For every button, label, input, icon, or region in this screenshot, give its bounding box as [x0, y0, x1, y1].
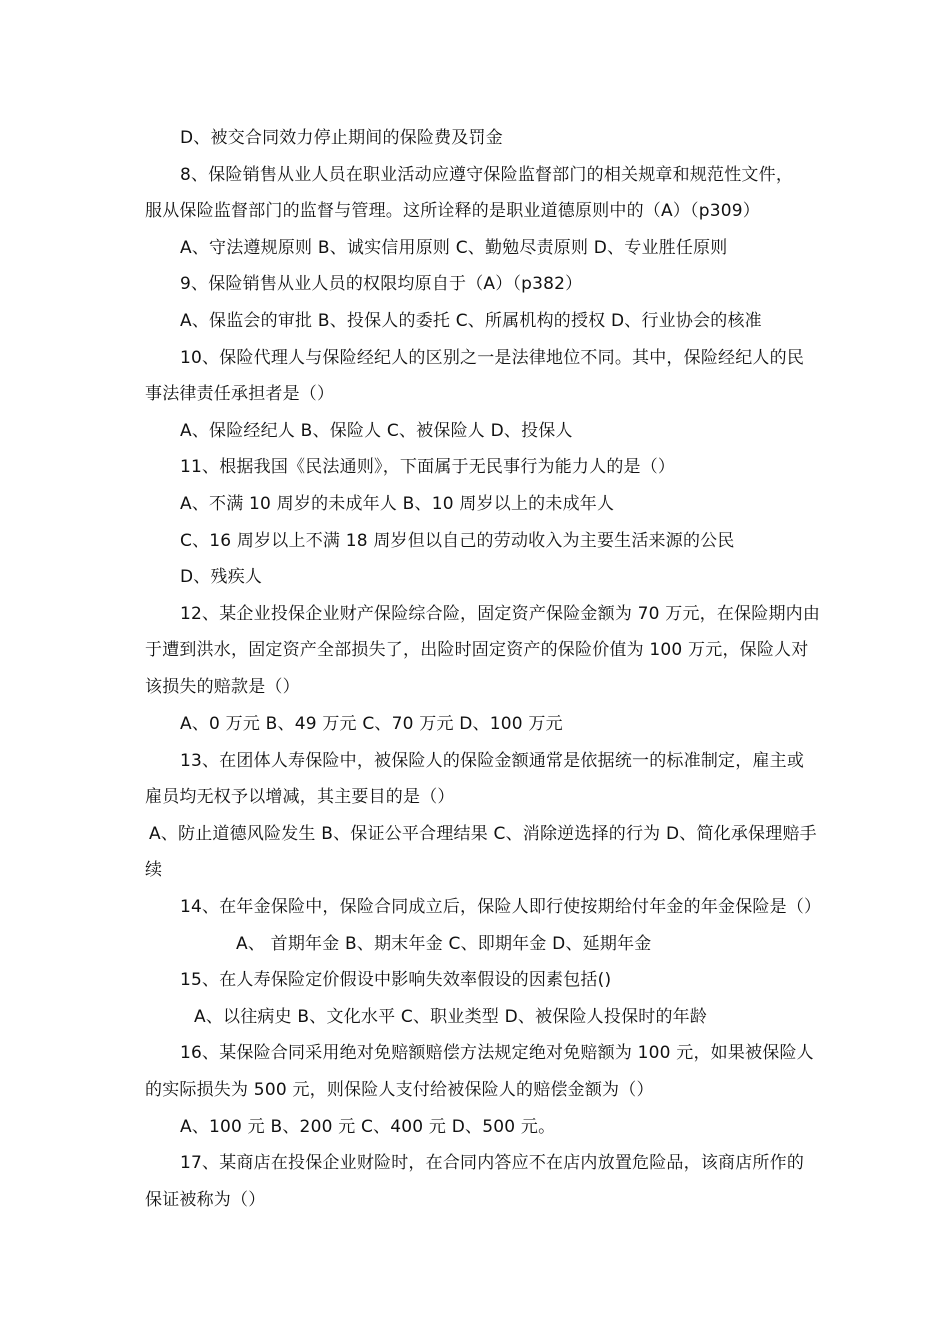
question-line: 服从保险监督部门的监督与管理。这所诠释的是职业道德原则中的（A）（p309）	[145, 201, 760, 221]
option-line: A、100 元 B、200 元 C、400 元 D、500 元。	[180, 1117, 556, 1137]
option-line: A、防止道德风险发生 B、保证公平合理结果 C、消除逆选择的行为 D、简化承保理赔手	[149, 824, 817, 844]
option-line: A、不满 10 周岁的未成年人 B、10 周岁以上的未成年人	[180, 494, 615, 514]
option-line: A、守法遵规原则 B、诚实信用原则 C、勤勉尽责原则 D、专业胜任原则	[180, 238, 728, 258]
question-line: 于遭到洪水，固定资产全部损失了，出险时固定资产的保险价值为 100 万元，保险人对	[145, 640, 809, 660]
option-line: A、0 万元 B、49 万元 C、70 万元 D、100 万元	[180, 714, 563, 734]
option-line: C、16 周岁以上不满 18 周岁但以自己的劳动收入为主要生活来源的公民	[180, 531, 735, 551]
option-line: D、残疾人	[180, 567, 263, 587]
question-line: 12、某企业投保企业财产保险综合险，固定资产保险金额为 70 万元，在保险期内由	[180, 604, 821, 624]
question-line: 8、保险销售从业人员在职业活动应遵守保险监督部门的相关规章和规范性文件，	[180, 165, 794, 185]
question-line: 15、在人寿保险定价假设中影响失效率假设的因素包括()	[180, 970, 612, 990]
question-line: 该损失的赔款是（）	[145, 677, 300, 697]
question-line: 11、根据我国《民法通则》，下面属于无民事行为能力人的是（）	[180, 457, 676, 477]
question-line: 9、保险销售从业人员的权限均原自于（A）（p382）	[180, 274, 583, 294]
option-line: A、 首期年金 B、期末年金 C、即期年金 D、延期年金	[236, 934, 652, 954]
question-line: 雇员均无权予以增减，其主要目的是（）	[145, 787, 455, 807]
question-line: 17、某商店在投保企业财险时，在合同内答应不在店内放置危险品，该商店所作的	[180, 1153, 805, 1173]
option-line: D、被交合同效力停止期间的保险费及罚金	[180, 128, 503, 148]
question-line: 14、在年金保险中，保险合同成立后，保险人即行使按期给付年金的年金保险是（）	[180, 897, 822, 917]
option-line: 续	[145, 860, 163, 880]
option-line: A、保险经纪人 B、保险人 C、被保险人 D、投保人	[180, 421, 573, 441]
question-line: 13、在团体人寿保险中，被保险人的保险金额通常是依据统一的标准制定，雇主或	[180, 751, 805, 771]
option-line: A、以往病史 B、文化水平 C、职业类型 D、被保险人投保时的年龄	[194, 1007, 708, 1027]
option-line: A、保监会的审批 B、投保人的委托 C、所属机构的授权 D、行业协会的核准	[180, 311, 762, 331]
question-line: 的实际损失为 500 元，则保险人支付给被保险人的赔偿金额为（）	[145, 1080, 654, 1100]
question-line: 保证被称为（）	[145, 1190, 266, 1210]
question-line: 事法律责任承担者是（）	[145, 384, 335, 404]
question-line: 16、某保险合同采用绝对免赔额赔偿方法规定绝对免赔额为 100 元，如果被保险人	[180, 1043, 814, 1063]
question-line: 10、保险代理人与保险经纪人的区别之一是法律地位不同。其中，保险经纪人的民	[180, 348, 805, 368]
